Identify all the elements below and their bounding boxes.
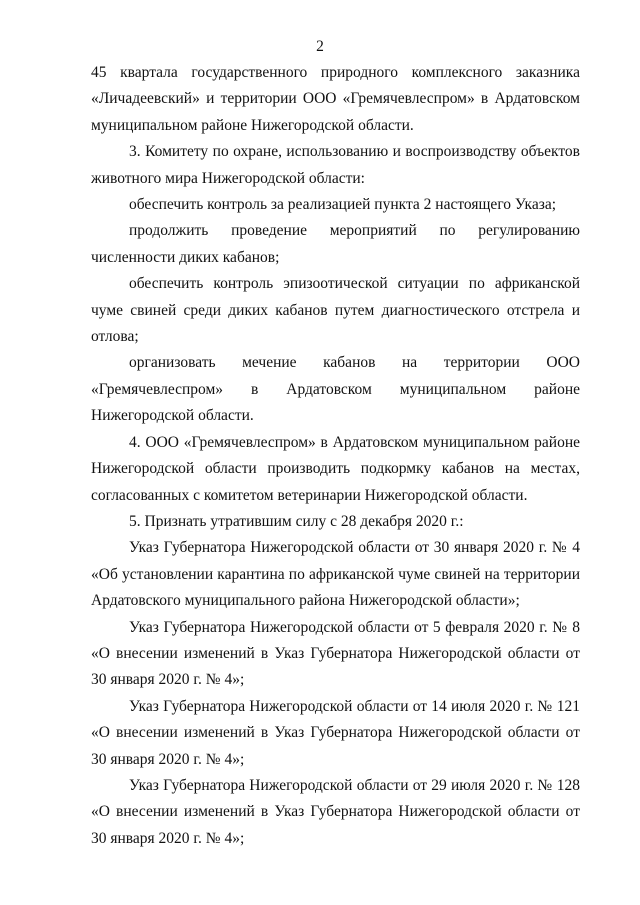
paragraph-7: 4. ООО «Гремячевлеспром» в Ардатовском муниципальном районе Нижегородской области производить подкормку кабанов на местах, согласованных с комитетом ветеринарии Нижегородской области.	[91, 433, 580, 504]
paragraph-12: Указ Губернатора Нижегородской области от 29 июля 2020 г. № 128 «О внесении изменений в Указ Губернатора Нижегородской области от 30 января 2020 г. № 4»;	[91, 776, 580, 847]
paragraph-5: обеспечить контроль эпизоотической ситуации по африканской чуме свиней среди диких кабанов путем диагностического отстрела и отлова;	[91, 275, 580, 346]
paragraph-8: 5. Признать утратившим силу с 28 декабря 2020 г.:	[129, 512, 464, 530]
paragraph-10: Указ Губернатора Нижегородской области от 5 февраля 2020 г. № 8 «О внесении изменений в Указ Губернатора Нижегородской области от 30 января 2020 г. № 4»;	[91, 618, 580, 689]
paragraph-4: продолжить проведение мероприятий по регулированию численности диких кабанов;	[91, 222, 580, 266]
paragraph-1: 45 квартала государственного природного комплексного заказника «Личадеевский» и территории ООО «Гремячевлеспром» в Ардатовском муниципальном районе Нижегородской области.	[91, 64, 580, 134]
page-number: 2	[316, 38, 324, 55]
document-body	[91, 60, 580, 852]
paragraph-9: Указ Губернатора Нижегородской области от 30 января 2020 г. № 4 «Об установлении карантина по африканской чуме свиней на территории Ардатовского муниципального района Нижегородской области»;	[91, 539, 580, 610]
paragraph-2: 3. Комитету по охране, использованию и воспроизводству объектов животного мира Нижегородской области:	[91, 143, 580, 187]
paragraph-3: обеспечить контроль за реализацией пункта 2 настоящего Указа;	[129, 196, 557, 214]
paragraph-11: Указ Губернатора Нижегородской области от 14 июля 2020 г. № 121 «О внесении изменений в Указ Губернатора Нижегородской области от 30 января 2020 г. № 4»;	[91, 697, 580, 768]
paragraph-6: организовать мечение кабанов на территории ООО «Гремячевлеспром» в Ардатовском муниципальном районе Нижегородской области.	[91, 354, 580, 425]
